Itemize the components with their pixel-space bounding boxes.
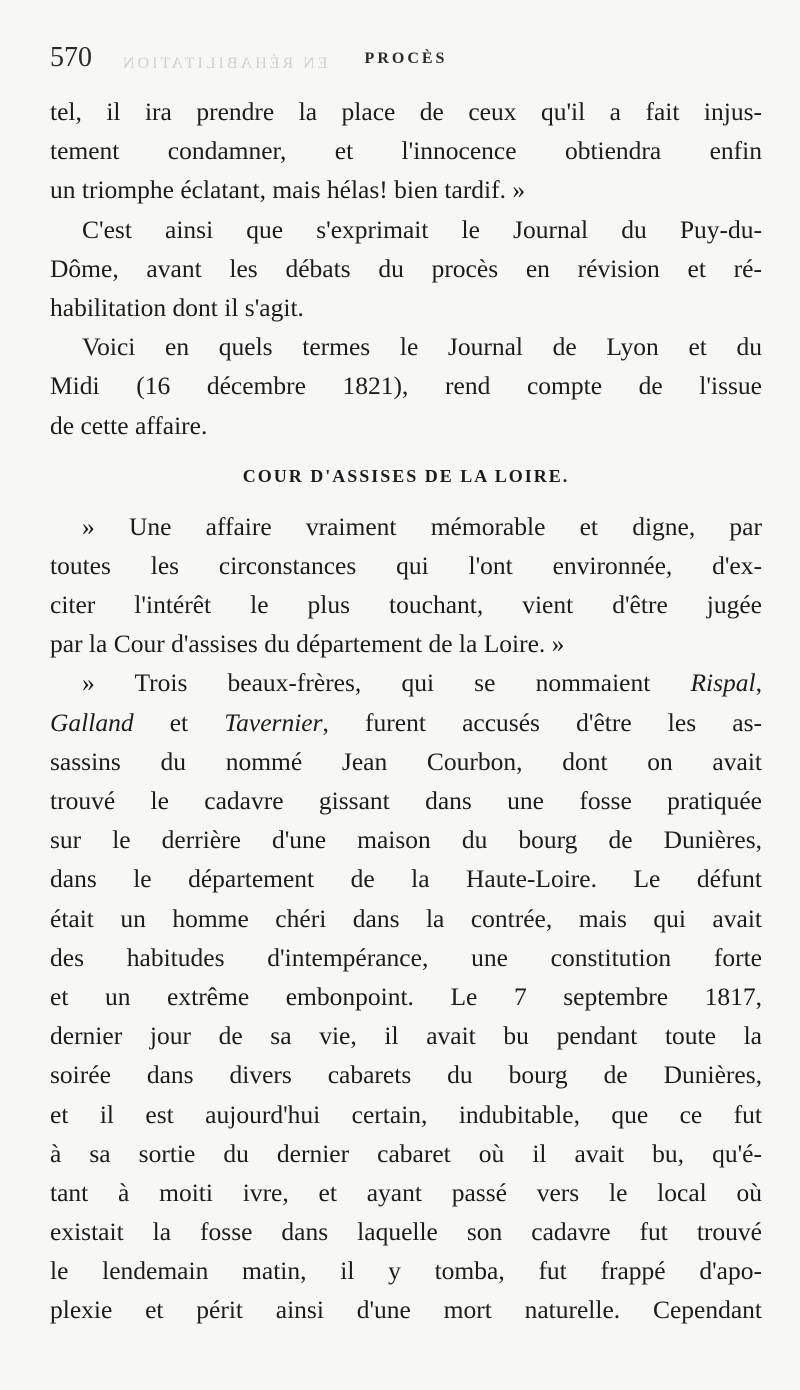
text-line: existait la fosse dans laquelle son cadavre fut trouvé [50,1217,762,1247]
running-head: PROCÈS [364,50,448,67]
text-line: tement condamner, et l'innocence obtiendra enfin [50,136,762,166]
text-line: sur le derrière d'une maison du bourg de Dunières, [50,825,762,855]
text-line: tel, il ira prendre la place de ceux qu'il a fait injus- [50,97,762,126]
text-line: habilitation dont il s'agit. [50,292,304,322]
name-galland: Galland [50,707,134,737]
text-line: Midi (16 décembre 1821), rend compte de l'issue [50,371,762,401]
text-line: un triomphe éclatant, mais hélas! bien tardif. » [50,175,526,205]
page-number: 570 [50,42,92,73]
text-line: dernier jour de sa vie, il avait bu pendant toute la [50,1021,762,1051]
text-line: Voici en quels termes le Journal de Lyon et du [82,332,762,362]
text-line: toutes les circonstances qui l'ont environnée, d'ex- [50,550,762,580]
text-line: le lendemain matin, il y tomba, fut frappé d'apo- [50,1256,762,1286]
text-line: » Une affaire vraiment mémorable et digne, par [82,511,762,541]
text-line [50,703,762,742]
text-line: et un extrême embonpoint. Le 7 septembre 1817, [50,981,762,1011]
page-header [50,42,762,82]
text-line [50,663,762,702]
text-line: dans le département de la Haute-Loire. Le défunt [50,864,762,894]
text-segment: , [755,668,762,698]
text-line: Dôme, avant les débats du procès en révision et ré- [50,253,762,283]
section-heading: COUR D'ASSISES DE LA LOIRE. [242,465,570,486]
text-segment: et [133,707,225,737]
name-rispal: Rispal [690,668,756,698]
text-line: citer l'intérêt le plus touchant, vient d'être jugée [50,590,762,620]
text-line: C'est ainsi que s'exprimait le Journal du Puy-du- [82,214,762,244]
name-tavernier: Tavernier [224,707,323,737]
text-line: était un homme chéri dans la contrée, mais qui avait [50,903,762,933]
body-text [50,92,762,1330]
text-line: à sa sortie du dernier cabaret où il avait bu, qu'é- [50,1138,762,1168]
text-line: par la Cour d'assises du département de la Loire. » [50,629,565,659]
text-segment: » Trois beaux-frères, qui se nommaient [82,668,691,698]
show-through-text: EN RÉHABILITATION [120,55,328,72]
text-line: des habitudes d'intempérance, une constitution forte [50,942,762,972]
text-line: et il est aujourd'hui certain, indubitable, que ce fut [50,1099,762,1129]
text-line: trouvé le cadavre gissant dans une fosse pratiquée [50,786,762,815]
text-line: plexie et périt ainsi d'une mort naturelle. Cependant [50,1295,762,1325]
text-line: sassins du nommé Jean Courbon, dont on avait [50,746,762,776]
text-line: tant à moiti ivre, et ayant passé vers le local où [50,1177,762,1207]
text-line: soirée dans divers cabarets du bourg de Dunières, [50,1060,762,1090]
text-segment: , furent accusés d'être les as- [322,707,763,737]
text-line: de cette affaire. [50,410,208,440]
